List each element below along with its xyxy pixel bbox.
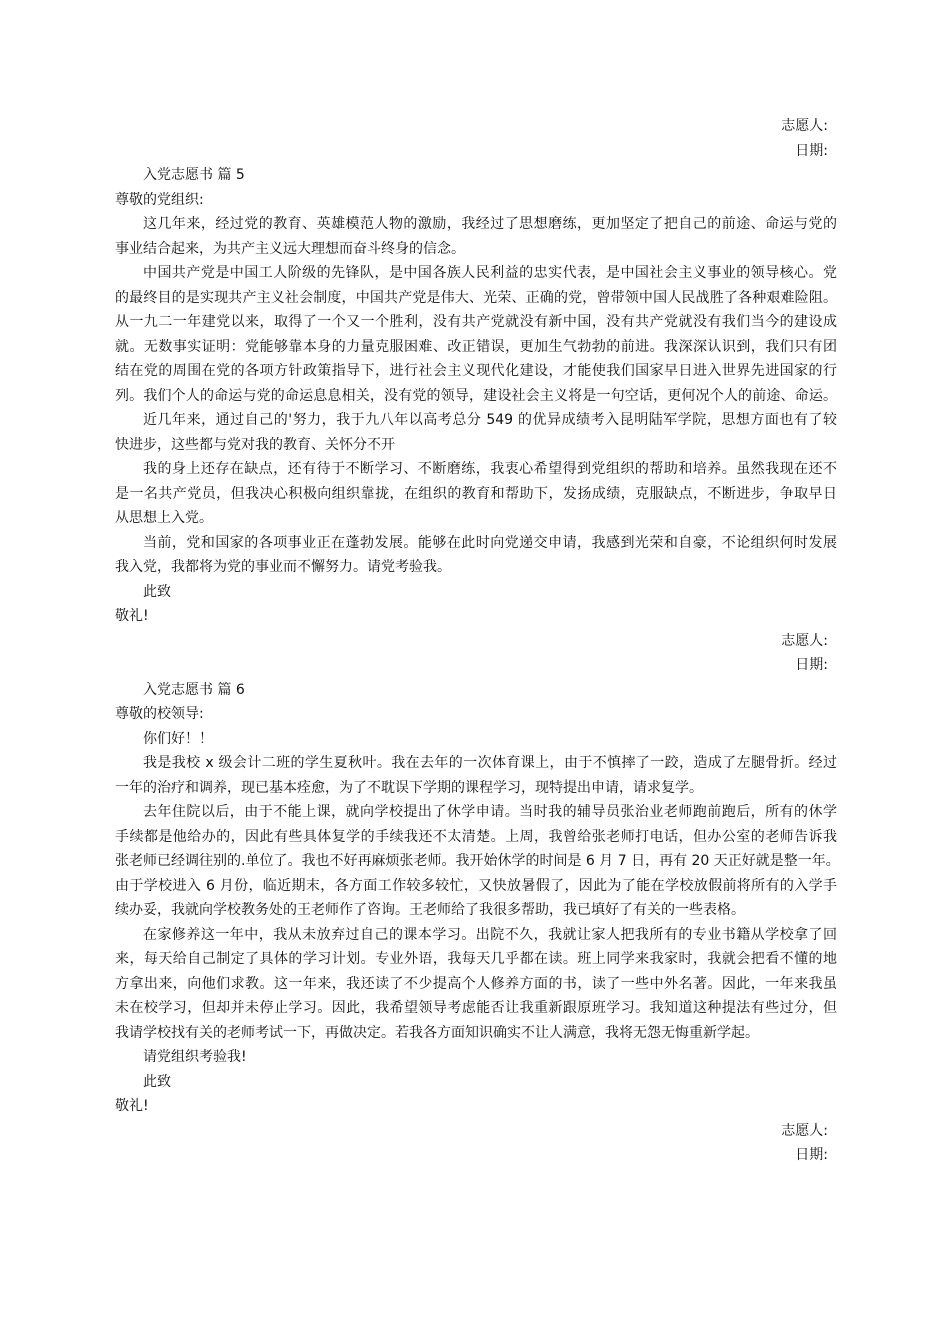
volunteer-label: 志愿人: xyxy=(781,118,828,134)
text-line: 续办妥，我就向学校教务处的王老师作了咨询。王老师给了我很多帮助，我已填好了有关的一些表格。 xyxy=(115,902,745,918)
paragraph xyxy=(115,408,837,457)
text-line: 我入党，我都将为党的事业而不懈努力。请党考验我。 xyxy=(115,559,451,575)
text-line: 就。无数事实证明：党能够靠本身的力量克服困难、改正错误，更加生气勃勃的前进。我深深认识到，我们只有团 xyxy=(115,338,837,355)
paragraph xyxy=(115,212,837,261)
volunteer-label: 志愿人: xyxy=(781,632,828,649)
text-line: 在家修养这一年中，我从未放弃过自己的课本学习。出院不久，我就让家人把我所有的专业书籍从学校拿了回 xyxy=(143,926,837,943)
text-line: 一年的治疗和调养，现已基本痊愈，为了不耽误下学期的课程学习，现特提出申请，请求复学。 xyxy=(115,779,703,796)
text-line: 手续都是他给办的，因此有些具体复学的手续我还不太清楚。上周，我曾给张老师打电话，但办公室的老师告诉我 xyxy=(115,828,837,845)
request-line: 请党组织考验我! xyxy=(143,1049,247,1065)
text-line: 列。我们个人的命运与党的命运息息相关，没有党的领导，建设社会主义将是一句空话，更何况个人的前途、命运。 xyxy=(115,387,837,404)
text-line: 当前，党和国家的各项事业正在蓬勃发展。能够在此时向党递交申请，我感到光荣和自豪，不论组织何时发展 xyxy=(143,534,837,551)
text-line: 由于学校进入 6 月份，临近期末，各方面工作较多较忙，又快放暑假了，因此为了能在学校放假前将所有的入学手 xyxy=(115,877,837,894)
paragraph xyxy=(115,457,837,531)
text-line: 我是我校 x 级会计二班的学生夏秋叶。我在去年的一次体育课上，由于不慎摔了一跤，造成了左腿骨折。经过 xyxy=(143,755,837,771)
document-content xyxy=(115,114,840,1168)
text-line: 这几年来，经过党的教育、英雄模范人物的激励，我经过了思想磨练，更加坚定了把自己的前途、命运与党的 xyxy=(143,216,837,232)
text-line: 是一名共产党员，但我决心积极向组织靠拢，在组织的教育和帮助下，发扬成绩，克服缺点，不断进步，争取早日 xyxy=(115,485,837,502)
text-line: 结在党的周围在党的各项方针政策指导下，进行社会主义现代化建设，才能使我们国家早日进入世界先进国家的行 xyxy=(115,363,837,379)
paragraph xyxy=(115,751,837,800)
text-line: 来，每天给自己制定了具体的学习计划。专业外语，我每天几乎都在读。班上同学来我家时，我就会把看不懂的地 xyxy=(115,951,837,967)
text-line: 我的身上还存在缺点，还有待于不断学习、不断磨练，我衷心希望得到党组织的帮助和培养。虽然我现在还不 xyxy=(143,461,837,477)
paragraph xyxy=(115,923,837,1046)
text-line: 从一九二一年建党以来，取得了一个又一个胜利，没有共产党就没有新中国，没有共产党就没有我们当今的建设成 xyxy=(115,314,837,330)
closing-line: 此致 xyxy=(143,1073,171,1090)
section-title: 入党志愿书 篇 5 xyxy=(143,167,245,183)
text-line: 事业结合起来，为共产主义远大理想而奋斗终身的信念。 xyxy=(115,240,465,257)
text-line: 张老师已经调往别的.单位了。我也不好再麻烦张老师。我开始休学的时间是 6 月 7 日，再有 20 天正好就是整一年。 xyxy=(115,853,840,869)
closing-salute: 敬礼! xyxy=(115,608,149,624)
text-line: 我请学校找有关的老师考试一下，再做决定。若我各方面知识确实不让人满意，我将无怨无悔重新学起。 xyxy=(115,1024,759,1041)
section-title: 入党志愿书 篇 6 xyxy=(143,681,245,698)
salutation: 尊敬的党组织: xyxy=(115,191,204,208)
closing-line: 此致 xyxy=(143,583,171,600)
text-line: 未在校学习，但却并未停止学习。因此，我希望领导考虑能否让我重新跟原班学习。我知道这种提法有些过分，但 xyxy=(115,1000,837,1016)
paragraph xyxy=(115,800,840,923)
text-line: 方拿出来，向他们求教。这一年来，我还读了不少提高个人修养方面的书，读了一些中外名著。因此，一年来我虽 xyxy=(115,975,837,992)
date-label: 日期: xyxy=(795,657,828,673)
date-label: 日期: xyxy=(795,1147,828,1163)
paragraph xyxy=(115,531,837,580)
text-line: 中国共产党是中国工人阶级的先锋队，是中国各族人民利益的忠实代表，是中国社会主义事业的领导核心。党 xyxy=(143,265,837,281)
paragraph xyxy=(115,261,837,408)
text-line: 近几年来，通过自己的'努力，我于九八年以高考总分 549 的优异成绩考入昆明陆军学院，思想方面也有了较 xyxy=(143,412,837,428)
closing-salute: 敬礼! xyxy=(115,1098,149,1114)
text-line: 去年住院以后，由于不能上课，就向学校提出了休学申请。当时我的辅导员张治业老师跑前跑后，所有的休学 xyxy=(143,804,837,820)
greeting: 你们好！！ xyxy=(143,730,213,747)
salutation: 尊敬的校领导: xyxy=(115,706,204,722)
text-line: 从思想上入党。 xyxy=(115,510,213,526)
text-line: 快进步，这些都与党对我的教育、关怀分不开 xyxy=(115,436,395,453)
volunteer-label: 志愿人: xyxy=(781,1122,828,1139)
date-label: 日期: xyxy=(795,142,828,159)
text-line: 的最终目的是实现共产主义社会制度，中国共产党是伟大、光荣、正确的党，曾带领中国人民战胜了各种艰难险阻。 xyxy=(115,289,837,306)
